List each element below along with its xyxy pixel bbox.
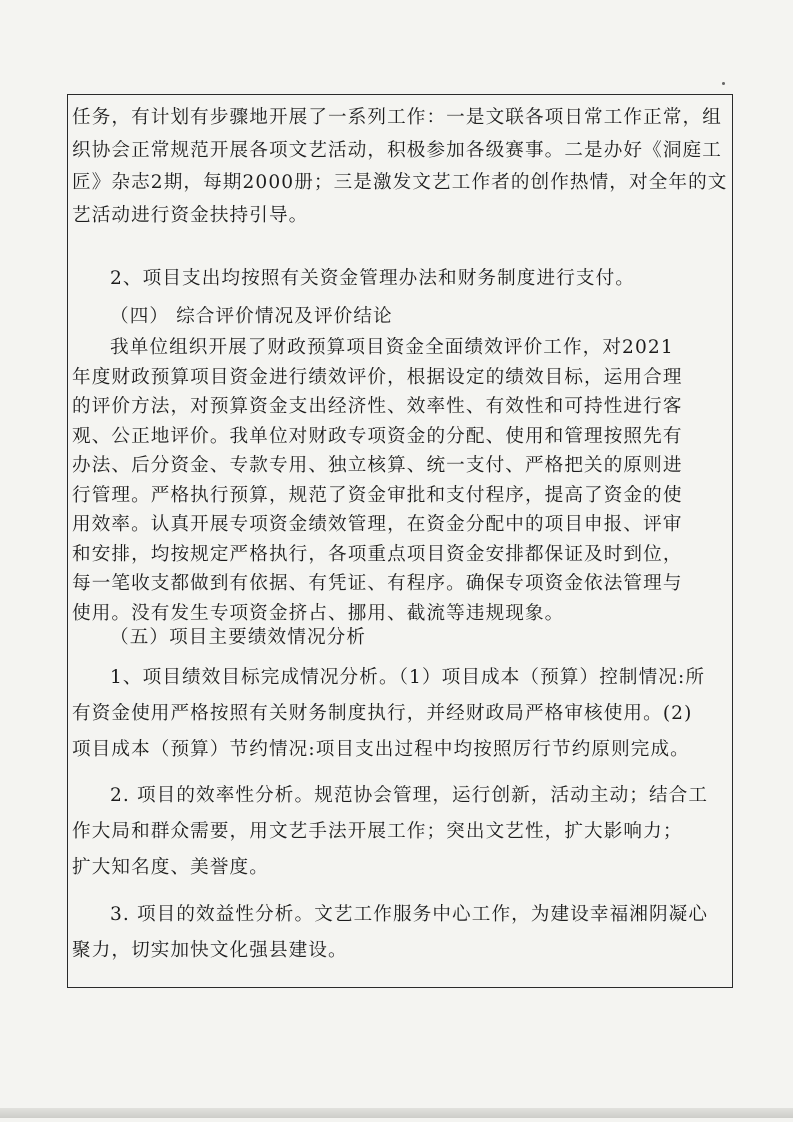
heading-text: （五）项目主要绩效情况分析 (110, 627, 367, 648)
section-heading-5 (72, 622, 770, 655)
text-line: 作大局和群众需要，用文艺手法开展工作；突出文艺性，扩大影响力； (72, 821, 683, 842)
text-line: 年度财政预算项目资金进行绩效评价，根据设定的绩效目标，运用合理 (72, 366, 683, 388)
text-line: 项目成本（预算）节约情况:项目支出过程中均按照厉行节约原则完成。 (72, 739, 690, 760)
section-heading-4 (72, 301, 770, 334)
text-line: 扩大知名度、美誉度。 (72, 857, 269, 878)
text-line: 用效率。认真开展专项资金绩效管理，在资金分配中的项目申报、评审 (72, 514, 683, 535)
text-line: 任务，有计划有步骤地开展了一系列工作：一是文联各项日常工作正常，组 (72, 107, 722, 128)
text-line: 每一笔收支都做到有依据、有凭证、有程序。确保专项资金依法管理与 (72, 573, 683, 594)
heading-text: （四） 综合评价情况及评价结论 (110, 306, 393, 327)
scan-speck (722, 82, 725, 85)
text-line: 3. 项目的效益性分析。文艺工作服务中心工作，为建设幸福湘阴凝心 (110, 904, 709, 925)
text-line: 办法、后分资金、专款专用、独立核算、统一支付、严格把关的原则进 (72, 455, 683, 476)
text-line: 的评价方法，对预算资金支出经济性、效率性、有效性和可持性进行客 (72, 396, 683, 417)
text-line: 2、项目支出均按照有关资金管理办法和财务制度进行支付。 (110, 268, 635, 289)
paragraph-target-completion (72, 660, 732, 768)
text-line: 我单位组织开展了财政预算项目资金全面绩效评价工作，对2021 (110, 337, 674, 358)
text-line: 行管理。严格执行预算，规范了资金审批和支付程序，提高了资金的使 (72, 484, 683, 506)
text-line: 1、项目绩效目标完成情况分析。（1）项目成本（预算）控制情况:所 (110, 667, 706, 688)
text-line: 观、公正地评价。我单位对财政专项资金的分配、使用和管理按照先有 (72, 425, 683, 447)
paragraph-benefit (72, 897, 732, 969)
text-line: 匠》杂志2期，每期2000册；三是激发文艺工作者的创作热情，对全年的文 (72, 172, 728, 193)
paragraph-task-work (72, 102, 732, 232)
text-line: 和安排，均按规定严格执行，各项重点项目资金安排都保证及时到位， (72, 543, 683, 565)
text-line: 聚力，切实加快文化强县建设。 (72, 940, 348, 961)
text-line: 2. 项目的效率性分析。规范协会管理，运行创新，活动主动；结合工 (110, 785, 709, 806)
paragraph-evaluation (72, 333, 732, 628)
text-line: 织协会正常规范开展各项文艺活动，积极参加各级赛事。二是办好《洞庭工 (72, 139, 722, 161)
text-line: 使用。没有发生专项资金挤占、挪用、截流等违规现象。 (72, 602, 565, 624)
paragraph-efficiency (72, 778, 732, 886)
text-line: 艺活动进行资金扶持引导。 (72, 204, 309, 226)
scan-edge-shadow (0, 1108, 793, 1118)
paragraph-payment (72, 263, 770, 296)
text-line: 有资金使用严格按照有关财务制度执行，并经财政局严格审核使用。(2) (72, 703, 693, 724)
